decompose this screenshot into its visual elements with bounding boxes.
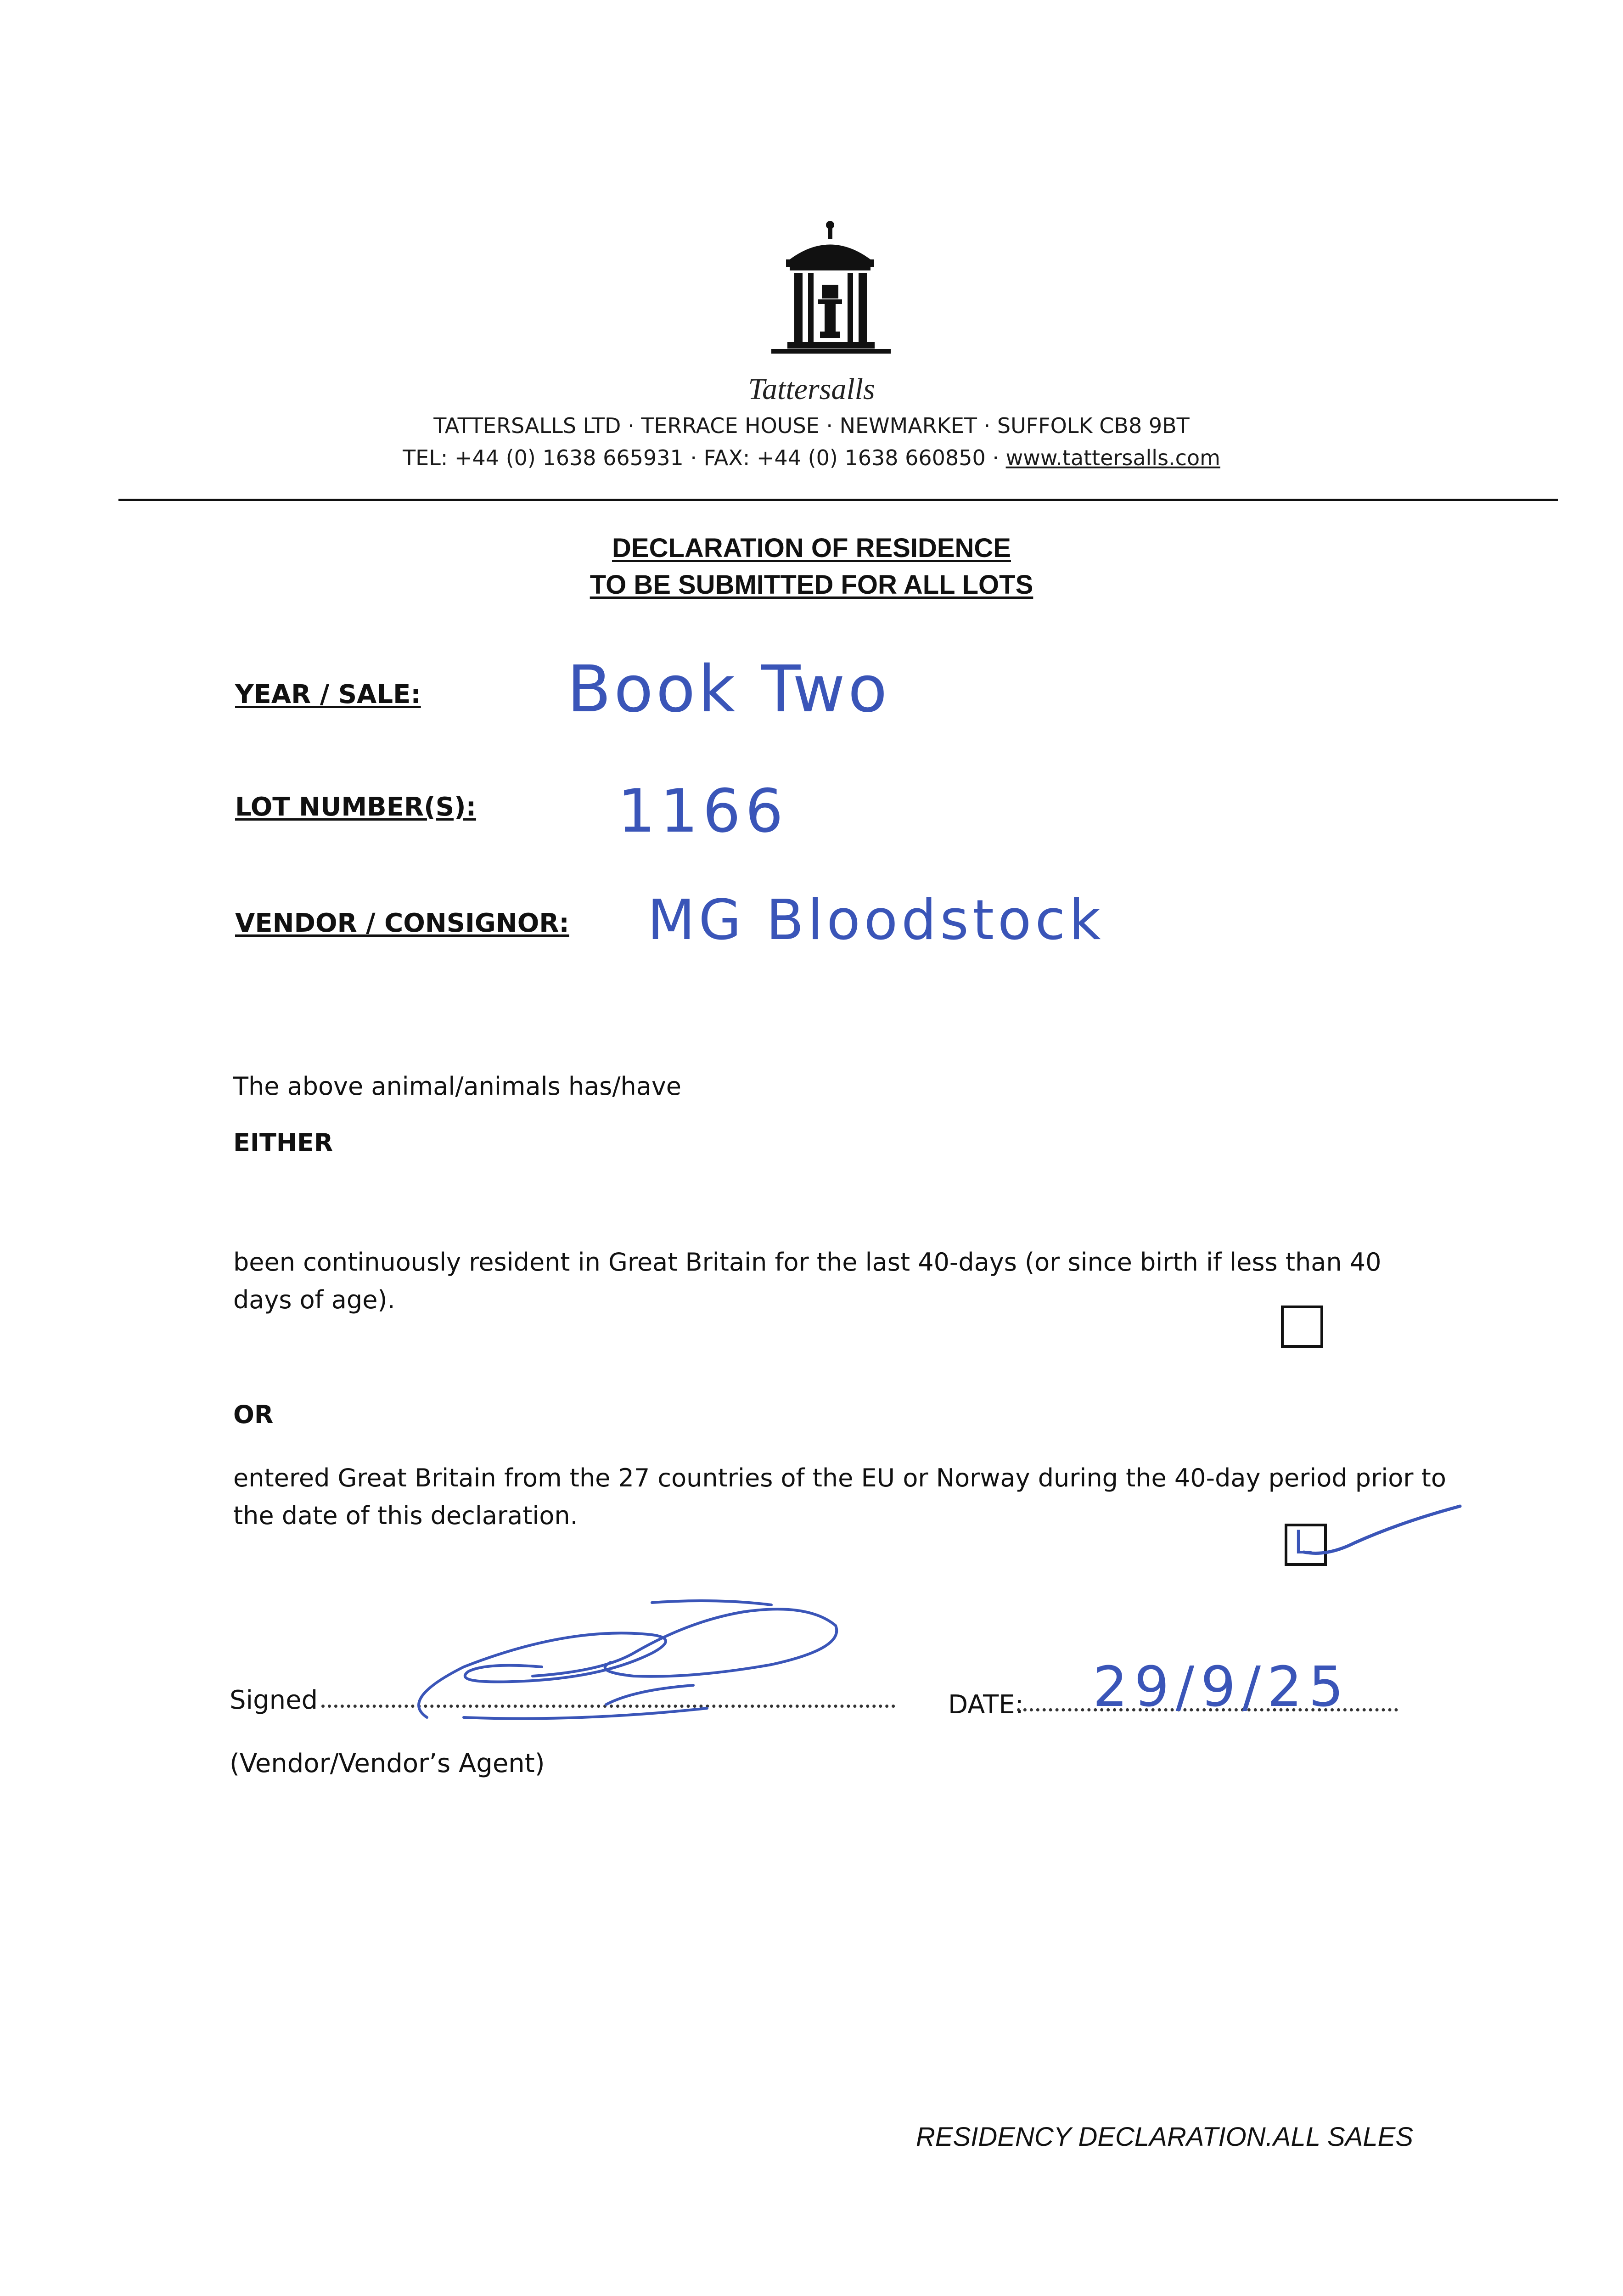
year-sale-label: YEAR / SALE: xyxy=(235,680,421,709)
option-resident-checkbox[interactable] xyxy=(1281,1306,1323,1348)
lot-numbers-value[interactable]: 1166 xyxy=(618,776,788,846)
or-heading: OR xyxy=(233,1400,274,1429)
vendor-consignor-value[interactable]: MG Bloodstock xyxy=(647,889,1105,952)
signature-icon xyxy=(395,1584,877,1736)
brand-name: Tattersalls xyxy=(748,372,875,406)
document-title: DECLARATION OF RESIDENCE xyxy=(612,533,1011,563)
document-subtitle: TO BE SUBMITTED FOR ALL LOTS xyxy=(590,570,1033,600)
contact-line xyxy=(0,445,1623,470)
lot-numbers-label: LOT NUMBER(S): xyxy=(235,792,477,822)
intro-text: The above animal/animals has/have xyxy=(233,1072,682,1101)
checkbox-mark: L xyxy=(1294,1524,1312,1561)
tick-stroke-icon xyxy=(1276,1488,1469,1580)
header-divider xyxy=(118,499,1558,501)
company-address: TATTERSALLS LTD · TERRACE HOUSE · NEWMARKET · SUFFOLK CB8 9BT xyxy=(433,413,1190,438)
vendor-consignor-label: VENDOR / CONSIGNOR: xyxy=(235,908,569,938)
signed-label: Signed xyxy=(230,1685,318,1715)
form-footer: RESIDENCY DECLARATION.ALL SALES xyxy=(916,2122,1414,2152)
date-label: DATE: xyxy=(948,1690,1024,1720)
date-value[interactable]: 29/9/25 xyxy=(1093,1655,1350,1719)
website-link[interactable]: www.tattersalls.com xyxy=(1005,445,1220,470)
option-resident-text: been continuously resident in Great Britain for the last 40-days (or since birth if less than 40 days of age). xyxy=(233,1248,1382,1314)
vendor-agent-label: (Vendor/Vendor’s Agent) xyxy=(230,1749,545,1778)
option-entered-text: entered Great Britain from the 27 countries of the EU or Norway during the 40-day period prior to the date of this declaration. xyxy=(233,1463,1446,1530)
contact-phone-fax: TEL: +44 (0) 1638 665931 · FAX: +44 (0) 1638 660850 · xyxy=(403,445,1006,470)
either-heading: EITHER xyxy=(233,1128,333,1157)
year-sale-value[interactable]: Book Two xyxy=(567,652,890,727)
tattersalls-logo-icon xyxy=(762,220,900,372)
